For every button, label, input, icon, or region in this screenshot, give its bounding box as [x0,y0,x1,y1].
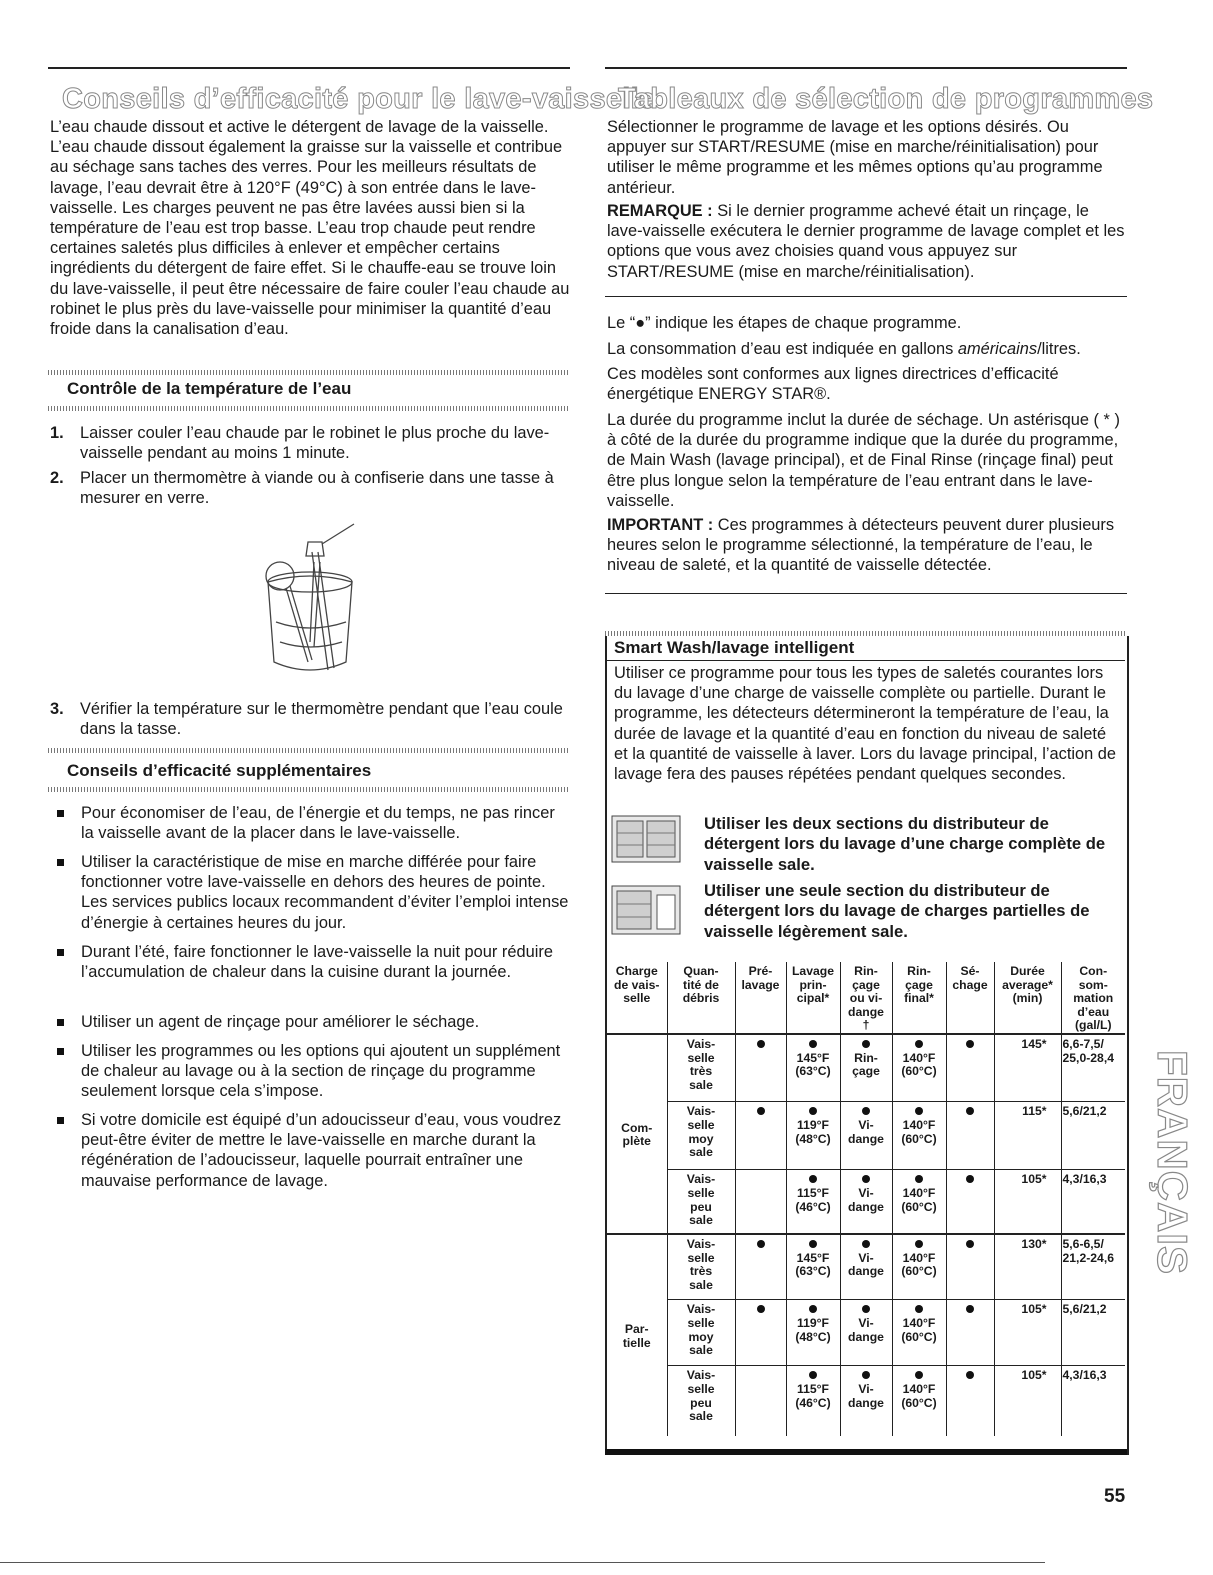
table-row [607,1366,1125,1436]
col-header-final-rinse: Rin- çage final* [892,962,946,1034]
final-rinse-temp: 140°F (60°C) [901,1118,937,1146]
tip-item [57,1041,570,1102]
bullet-icon [57,810,64,817]
table-row [607,1170,1125,1234]
table-row [607,1102,1125,1170]
rinse-cell [840,1300,892,1366]
smart-tip-one-section: Utiliser une seule section du distributeur de détergent lors du lavage de charges partielles de vaisselle légèrement sale. [704,881,1090,941]
main-wash-cell [786,1366,840,1436]
step-dot-icon [862,1240,870,1248]
note-water-b: américains [957,340,1038,358]
load-label-partial: Par- tielle [607,1234,667,1436]
main-wash-cell [786,1234,840,1300]
table-row [607,1300,1125,1366]
prewash-cell [735,1170,786,1234]
temp-heading: Contrôle de la température de l’eau [67,379,352,398]
water-cell: 5,6/21,2 [1061,1300,1125,1366]
step-dot-icon [966,1305,974,1313]
left-section-title: Conseils d’efficacité pour le lave-vaisselle [62,83,656,115]
col-header-water: Con- som- mation d’eau (gal/L) [1061,962,1125,1034]
load-label-full: Com- plète [607,1034,667,1234]
language-side-tab: FRANÇAIS [1149,1050,1196,1275]
prewash-cell [735,1366,786,1436]
duration-cell: 105* [994,1366,1061,1436]
main-wash-temp: 115°F (46°C) [795,1186,831,1214]
main-wash-temp: 115°F (46°C) [795,1382,831,1410]
water-cell: 5,6/21,2 [1061,1102,1125,1170]
final-rinse-cell [892,1234,946,1300]
step-dot-icon [966,1371,974,1379]
step-dot-icon [915,1305,923,1313]
col-header-dry: Sé- chage [946,962,994,1034]
right-intro-paragraph: Sélectionner le programme de lavage et les options désirés. Ou appuyer sur START/RESUME (mise en marche/réinitialisation) pour utiliser le même programme et les mêmes options qu’au programme antérieur. [607,118,1103,197]
step-number: 3. [50,700,64,718]
step-3 [50,699,570,739]
prewash-cell [735,1102,786,1170]
soil-cell: Vais- selle moy sale [667,1102,735,1170]
bullet-icon [57,1019,64,1026]
rinse-type: Vi- dange [848,1382,884,1410]
tip-item [57,942,570,982]
bullet-icon [57,1048,64,1055]
right-section-title: Tableaux de sélection de programmes [618,83,1154,115]
tip-item [57,803,570,843]
water-cell: 6,6-7,5/ 25,0-28,4 [1061,1034,1125,1102]
rinse-cell [840,1234,892,1300]
right-top-rule [605,67,1127,69]
rinse-type: Vi- dange [848,1186,884,1214]
remarque-label: REMARQUE : [607,202,713,220]
table-header-row [607,962,1125,1034]
tips-heading-rule-top [48,748,570,753]
duration-cell: 115* [994,1102,1061,1170]
soil-cell: Vais- selle peu sale [667,1366,735,1436]
step-dot-icon [809,1371,817,1379]
temp-heading-rule-top [48,370,570,375]
step-number: 2. [50,469,64,487]
rinse-cell [840,1102,892,1170]
prewash-cell [735,1234,786,1300]
notes-top-rule [605,296,1127,297]
notes-bottom-rule [605,593,1127,594]
note-bullet-meaning: Le “●” indique les étapes de chaque programme. [607,314,962,332]
dry-cell [946,1034,994,1102]
soil-cell: Vais- selle moy sale [667,1300,735,1366]
col-header-prewash: Pré- lavage [735,962,786,1034]
page-bottom-rule [0,1562,1045,1563]
note-water-a: La consommation d’eau est indiquée en gallons [607,340,958,358]
bullet-icon [57,1117,64,1124]
step-2 [50,468,570,508]
rinse-type: Vi- dange [848,1118,884,1146]
main-wash-cell [786,1102,840,1170]
col-header-soil: Quan- tité de débris [667,962,735,1034]
tip-text: Durant l’été, faire fonctionner le lave-vaisselle la nuit pour réduire l’accumulation de chaleur dans la cuisine durant la journée. [81,943,553,982]
rinse-cell [840,1170,892,1234]
final-rinse-cell [892,1034,946,1102]
step-dot-icon [862,1040,870,1048]
step-dot-icon [757,1240,765,1248]
remarque-paragraph [607,201,1127,282]
step-dot-icon [809,1175,817,1183]
temp-heading-rule-bottom [48,406,570,411]
step-dot-icon [915,1175,923,1183]
step-dot-icon [966,1040,974,1048]
note-duration: La durée du programme inclut la durée de séchage. Un astérisque ( * ) à côté de la durée du programme indique que la durée du programme, de Main Wash (lavage principal), et de Final Rinse (rinçage final) peut être plus longue selon la température de l’eau entrant dans le lave-vaisselle. [607,411,1120,510]
rinse-type: Vi- dange [848,1316,884,1344]
step-dot-icon [915,1107,923,1115]
step-dot-icon [966,1175,974,1183]
main-wash-temp: 119°F (48°C) [795,1316,831,1344]
tips-heading-rule-bottom [48,787,570,792]
final-rinse-cell [892,1170,946,1234]
table-row [607,1034,1125,1102]
rinse-cell [840,1366,892,1436]
smart-wash-title: Smart Wash/lavage intelligent [614,638,855,657]
tip-text: Utiliser un agent de rinçage pour améliorer le séchage. [81,1013,480,1031]
step-dot-icon [862,1107,870,1115]
step-dot-icon [915,1240,923,1248]
final-rinse-temp: 140°F (60°C) [901,1250,937,1279]
water-cell: 4,3/16,3 [1061,1366,1125,1436]
duration-cell: 130* [994,1234,1061,1300]
step-text: Placer un thermomètre à viande ou à confiserie dans une tasse à mesurer en verre. [80,469,554,508]
smart-wash-description: Utiliser ce programme pour tous les types de saletés courantes lors du lavage d’une charge de vaisselle complète ou partielle. Durant le programme, les détecteurs détermineront la température de l’eau, la durée de lavage et la quantité d’eau en fonction du niveau de saleté et la quantité de vaisselle à laver. Lors du lavage principal, l’action de lavage fera des pauses répétées pendant quelques secondes. [614,664,1117,784]
important-paragraph [607,515,1127,576]
important-text: Ces programmes à détecteurs peuvent durer plusieurs heures selon le programme sélectionné, la température de l’eau, le niveau de saleté, et la quantité de vaisselle détectée. [607,516,1115,575]
duration-cell: 145* [994,1034,1061,1102]
col-header-rinse-drain: Rin- çage ou vi- dange † [840,962,892,1034]
thermometer-cup-illustration [250,522,370,682]
dry-cell [946,1366,994,1436]
tip-text: Utiliser les programmes ou les options qui ajoutent un supplément de chaleur au lavage ou à la section de rinçage du programme seulement lorsque cela s’impose. [81,1042,561,1101]
soil-cell: Vais- selle très sale [667,1234,735,1300]
water-cell: 5,6-6,5/ 21,2-24,6 [1061,1234,1125,1300]
main-wash-cell [786,1300,840,1366]
step-dot-icon [966,1240,974,1248]
step-dot-icon [862,1175,870,1183]
bullet-icon [57,859,64,866]
step-1 [50,423,570,463]
tips-heading: Conseils d’efficacité supplémentaires [67,761,372,780]
main-wash-cell [786,1170,840,1234]
left-top-rule [48,67,570,69]
dispenser-one-section-icon [611,885,681,935]
prewash-cell [735,1034,786,1102]
step-dot-icon [757,1305,765,1313]
step-dot-icon [915,1040,923,1048]
step-dot-icon [862,1305,870,1313]
step-dot-icon [809,1240,817,1248]
dry-cell [946,1300,994,1366]
bullet-icon [57,949,64,956]
final-rinse-cell [892,1102,946,1170]
dispenser-both-sections-icon [611,815,681,863]
final-rinse-temp: 140°F (60°C) [901,1316,937,1344]
col-header-load: Charge de vais- selle [614,964,660,1006]
main-wash-cell [786,1034,840,1102]
duration-cell: 105* [994,1300,1061,1366]
table-row [607,1234,1125,1300]
table-bottom-rule [605,1449,1127,1455]
step-dot-icon [966,1107,974,1115]
step-text: Laisser couler l’eau chaude par le robinet le plus proche du lave-vaisselle pendant au moins 1 minute. [80,424,550,463]
note-energy-star: Ces modèles sont conformes aux lignes directrices d’efficacité énergétique ENERGY STAR®. [607,365,1059,404]
tip-text: Pour économiser de l’eau, de l’énergie et du temps, ne pas rincer la vaisselle avant de la placer dans le lave-vaisselle. [81,804,555,843]
final-rinse-temp: 140°F (60°C) [901,1050,937,1079]
dry-cell [946,1234,994,1300]
smart-tip-both-sections: Utiliser les deux sections du distributeur de détergent lors du lavage d’une charge complète de vaisselle sale. [704,814,1106,874]
dry-cell [946,1102,994,1170]
col-header-main-wash: Lavage prin- cipal* [786,962,840,1034]
step-dot-icon [915,1371,923,1379]
tip-text: Utiliser la caractéristique de mise en marche différée pour faire fonctionner votre lave-vaisselle en dehors des heures de pointe. Les services publics locaux recommandent d’éviter l’emploi intense d’énergie à certaines heures du jour. [81,853,569,932]
final-rinse-temp: 140°F (60°C) [901,1186,937,1214]
prewash-cell [735,1300,786,1366]
main-wash-temp: 145°F (63°C) [795,1050,831,1079]
soil-cell: Vais- selle peu sale [667,1170,735,1234]
water-cell: 4,3/16,3 [1061,1170,1125,1234]
step-dot-icon [809,1040,817,1048]
step-number: 1. [50,424,64,442]
left-intro-paragraph: L’eau chaude dissout et active le détergent de lavage de la vaisselle. L’eau chaude dissout également la graisse sur la vaisselle et contribue au séchage sans taches des verres. Pour les meilleurs résultats de lavage, l’eau devrait être à 120°F (49°C) à son entrée dans le lave-vaisselle. Les charges peuvent ne pas être lavées aussi bien si la température de l’eau est trop basse. L’eau trop chaude peut rendre certaines saletés plus difficiles à enlever et empêcher certains ingrédients du détergent de faire effet. Si le chauffe-eau se trouve loin du lave-vaisselle, il peut être nécessaire de faire couler l’eau chaude au robinet le plus près du lave-vaisselle pour minimiser la quantité d’eau froide dans la canalisation d’eau. [50,118,570,339]
dry-cell [946,1170,994,1234]
step-dot-icon [862,1371,870,1379]
main-wash-temp: 119°F (48°C) [795,1118,831,1146]
note-water-c: /litres. [1037,340,1081,358]
final-rinse-cell [892,1300,946,1366]
duration-cell: 105* [994,1170,1061,1234]
final-rinse-cell [892,1366,946,1436]
rinse-cell [840,1034,892,1102]
programs-table [607,962,1125,1436]
rinse-type: Vi- dange [848,1250,884,1279]
smart-title-rule [607,660,1125,661]
step-text: Vérifier la température sur le thermomètre pendant que l’eau coule dans la tasse. [80,700,563,739]
rinse-type: Rin- çage [852,1050,880,1079]
note-water-units [607,339,1127,359]
tip-item [57,1110,570,1191]
tip-text: Si votre domicile est équipé d’un adoucisseur d’eau, vous voudrez peut-être éviter de mettre le lave-vaisselle en marche durant la régénération de l’adoucisseur, laquelle pourrait entraîner une mauvaise performance de lavage. [81,1111,562,1190]
step-dot-icon [757,1040,765,1048]
main-wash-temp: 145°F (63°C) [795,1250,831,1279]
remarque-text: Si le dernier programme achevé était un rinçage, le lave-vaisselle exécutera le dernier programme de lavage complet et les options que vous avez choisies quand vous appuyez sur START/RESUME (mise en marche/réinitialisation). [607,202,1125,281]
step-dot-icon [809,1305,817,1313]
important-label: IMPORTANT : [607,516,714,534]
tip-item [57,1012,570,1032]
soil-cell: Vais- selle très sale [667,1034,735,1102]
page-number: 55 [1104,1486,1126,1507]
tip-item [57,852,570,933]
step-dot-icon [757,1107,765,1115]
step-dot-icon [809,1107,817,1115]
col-header-duration: Durée average* (min) [994,962,1061,1034]
final-rinse-temp: 140°F (60°C) [901,1382,937,1410]
